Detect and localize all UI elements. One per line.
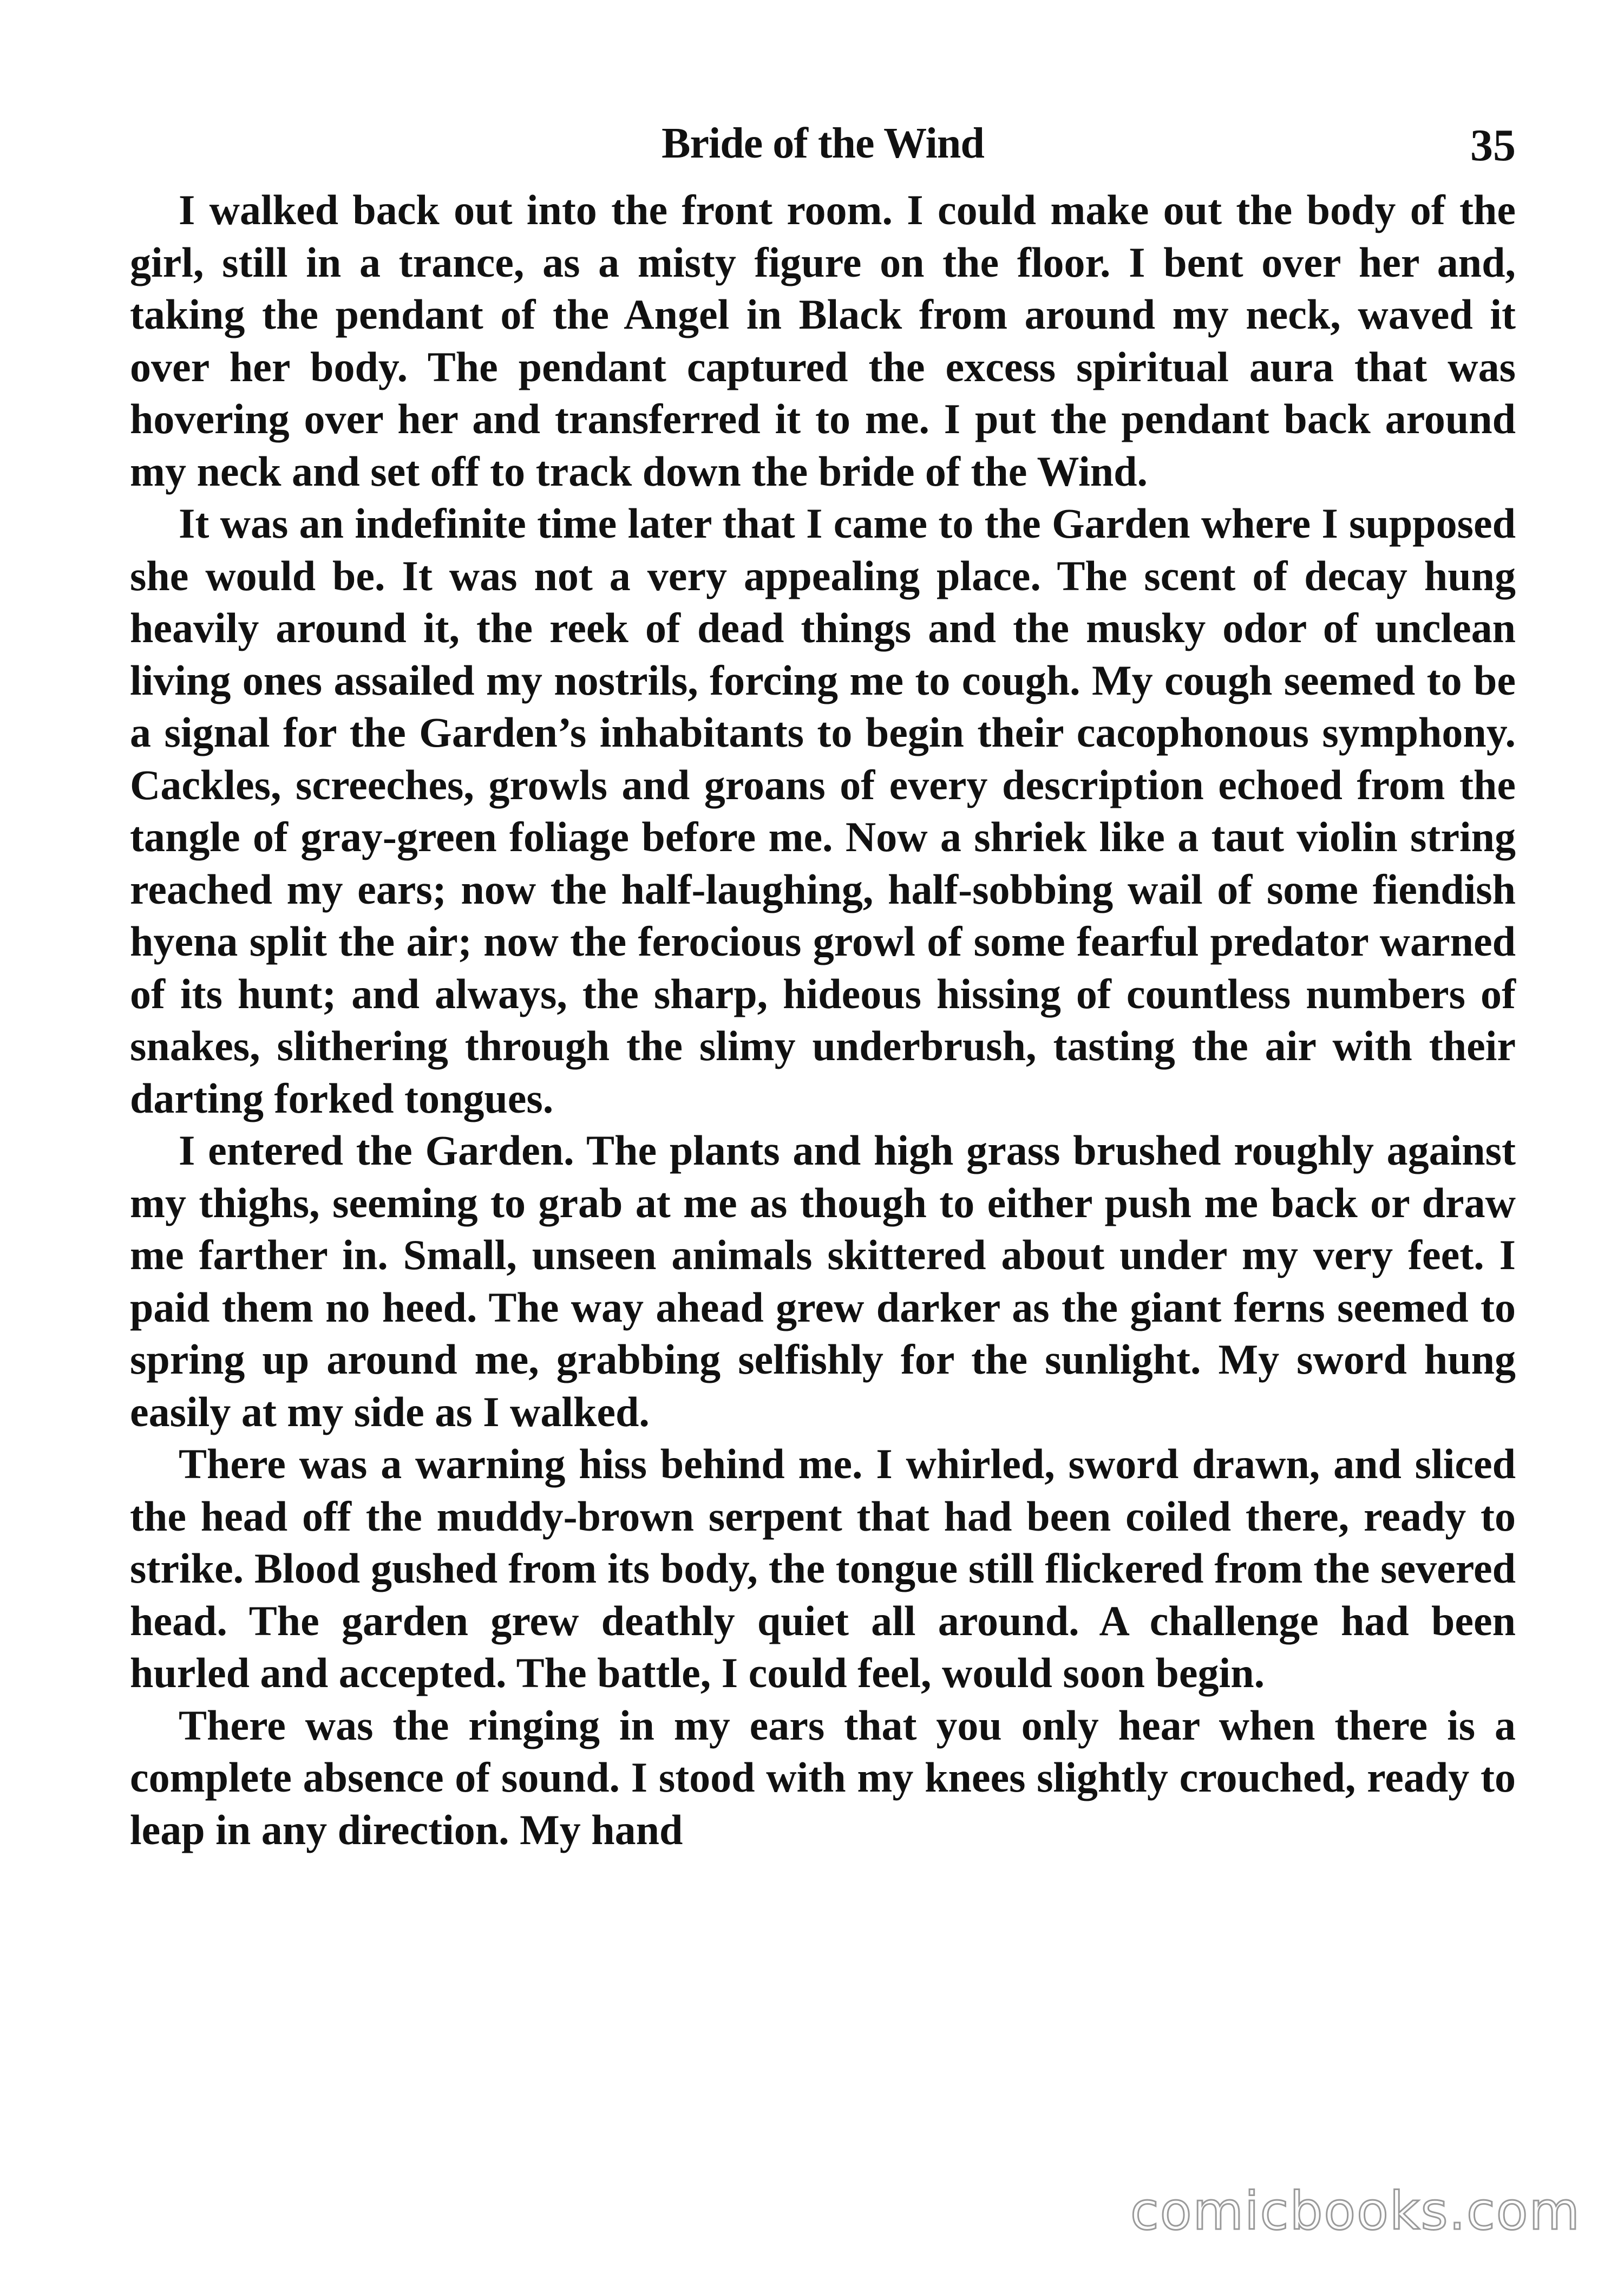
body-text [130,184,1516,1856]
page-header [130,108,1516,179]
paragraph-5: There was the ringing in my ears that you only hear when there is a complete absence of sound. I stood with my knees slightly crouched, ready to leap in any direction. My hand [130,1701,1516,1853]
watermark: comicbooks.com [1130,2181,1581,2242]
paragraph-2: It was an indefinite time later that I came to the Garden where I supposed she would be. It was not a very appealing place. The scent of decay hung heavily around it, the reek of dead things and the musky odor of unclean living ones assailed my nostrils, forcing me to cough. My cough seemed to be a signal for the Garden’s inhabitants to begin their cacophonous symphony. Cackles, screeches, growls and groans of every description echoed from the tangle of gray-green foliage before me. Now a shriek like a taut violin string reached my ears; now the half-laughing, half-sobbing wail of some fiendish hyena split the air; now the ferocious growl of some fearful predator warned of its hunt; and always, the sharp, hideous hissing of countless numbers of snakes, slithering through the slimy underbrush, tasting the air with their darting forked tongues. [130,500,1516,1122]
paragraph-3: I entered the Garden. The plants and high grass brushed roughly against my thighs, seeming to grab at me as though to either push me back or draw me farther in. Small, unseen animals skittered about under my very feet. I paid them no heed. The way ahead grew darker as the giant ferns seemed to spring up around me, grabbing selfishly for the sunlight. My sword hung easily at my side as I walked. [130,1127,1516,1435]
book-page [130,108,1516,2198]
page-number: 35 [1470,120,1516,171]
paragraph-1: I walked back out into the front room. I could make out the body of the girl, still in a trance, as a misty figure on the floor. I bent over her and, taking the pendant of the Angel in Black from around my neck, waved it over her body. The pendant captured the excess spiritual aura that was hovering over her and transferred it to me. I put the pendant back around my neck and set off to track down the bride of the Wind. [130,186,1516,495]
running-title: Bride of the Wind [662,120,984,167]
paragraph-4: There was a warning hiss behind me. I whirled, sword drawn, and sliced the head off the muddy-brown serpent that had been coiled there, ready to strike. Blood gushed from its body, the tongue still flickered from the severed head. The garden grew deathly quiet all around. A challenge had been hurled and accepted. The battle, I could feel, would soon begin. [130,1440,1516,1696]
